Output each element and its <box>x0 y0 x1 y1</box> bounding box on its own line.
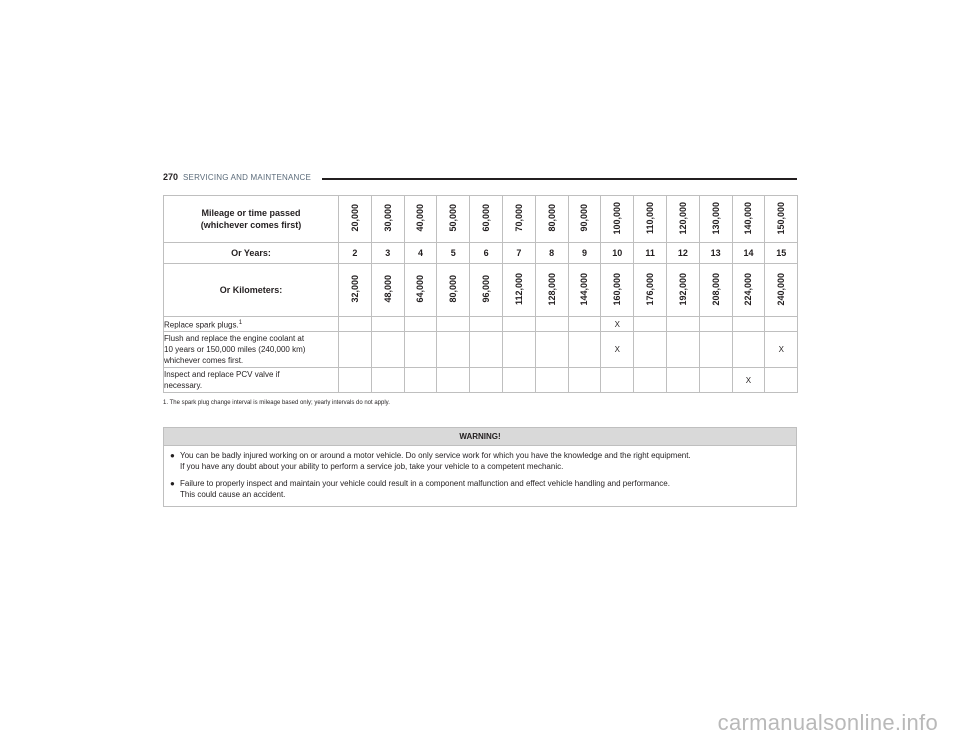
km-value: 96,000 <box>481 275 492 303</box>
schedule-mark <box>634 368 667 393</box>
schedule-mark <box>568 317 601 332</box>
task-description <box>164 317 339 332</box>
schedule-mark <box>699 317 732 332</box>
warning-line: Failure to properly inspect and maintain your vehicle could result in a component malfunction and effect vehicle handling and performance. <box>180 479 670 488</box>
km-cell <box>470 264 503 317</box>
mileage-cell <box>404 196 437 243</box>
mileage-value: 70,000 <box>513 204 524 232</box>
warning-list <box>164 446 796 506</box>
km-cell <box>634 264 667 317</box>
mileage-cell <box>437 196 470 243</box>
schedule-mark <box>634 317 667 332</box>
schedule-mark <box>535 317 568 332</box>
km-value: 64,000 <box>415 275 426 303</box>
years-label: Or Years: <box>164 243 339 264</box>
bullet-icon: ● <box>170 451 175 460</box>
mileage-value: 100,000 <box>612 201 623 235</box>
mileage-cell <box>765 196 798 243</box>
schedule-mark <box>601 368 634 393</box>
schedule-mark <box>535 368 568 393</box>
warning-box <box>163 427 797 507</box>
mileage-cell <box>601 196 634 243</box>
km-cell <box>535 264 568 317</box>
km-value: 128,000 <box>546 272 557 306</box>
mileage-label-line1: Mileage or time passed <box>201 208 301 218</box>
schedule-mark <box>535 332 568 368</box>
mileage-label-line2: (whichever comes first) <box>200 220 302 230</box>
year-value: 9 <box>568 243 601 264</box>
km-cell <box>339 264 372 317</box>
bullet-icon: ● <box>170 479 175 488</box>
schedule-mark <box>765 368 798 393</box>
year-value: 6 <box>470 243 503 264</box>
km-value: 224,000 <box>743 272 754 306</box>
year-value: 8 <box>535 243 568 264</box>
schedule-mark: X <box>732 368 765 393</box>
year-value: 15 <box>765 243 798 264</box>
km-value: 192,000 <box>677 272 688 306</box>
schedule-mark <box>371 332 404 368</box>
km-cell <box>765 264 798 317</box>
warning-text <box>180 478 790 500</box>
mileage-label <box>164 196 339 243</box>
km-value: 176,000 <box>645 272 656 306</box>
schedule-mark <box>339 332 372 368</box>
schedule-mark <box>371 368 404 393</box>
schedule-mark <box>437 368 470 393</box>
year-value: 4 <box>404 243 437 264</box>
kilometers-header-row <box>164 264 798 317</box>
km-cell <box>404 264 437 317</box>
schedule-mark <box>339 368 372 393</box>
mileage-value: 150,000 <box>776 201 787 235</box>
schedule-mark <box>732 317 765 332</box>
schedule-mark <box>404 332 437 368</box>
schedule-mark <box>437 317 470 332</box>
task-text: Inspect and replace PCV valve if <box>164 370 280 379</box>
km-value: 240,000 <box>776 272 787 306</box>
page-header <box>163 172 797 186</box>
schedule-mark <box>568 332 601 368</box>
mileage-cell <box>502 196 535 243</box>
warning-line: You can be badly injured working on or around a motor vehicle. Do only service work for which you have the knowledge and the right equipment. <box>180 451 691 460</box>
mileage-cell <box>339 196 372 243</box>
task-text: 10 years or 150,000 miles (240,000 km) <box>164 345 306 354</box>
km-value: 112,000 <box>513 272 524 306</box>
task-text: Flush and replace the engine coolant at <box>164 334 305 343</box>
schedule-mark <box>502 368 535 393</box>
schedule-mark <box>634 332 667 368</box>
task-text: whichever comes first. <box>164 356 244 365</box>
warning-line: If you have any doubt about your ability to perform a service job, take your vehicle to a competent mechanic. <box>180 462 564 471</box>
schedule-mark: X <box>601 332 634 368</box>
page-number: 270 <box>163 172 179 182</box>
km-cell <box>732 264 765 317</box>
mileage-cell <box>634 196 667 243</box>
watermark: carmanualsonline.info <box>717 710 938 735</box>
mileage-cell <box>535 196 568 243</box>
schedule-mark <box>699 332 732 368</box>
mileage-cell <box>371 196 404 243</box>
mileage-value: 80,000 <box>546 204 557 232</box>
km-cell <box>502 264 535 317</box>
schedule-mark <box>699 368 732 393</box>
table-row <box>164 368 798 393</box>
warning-item <box>170 450 790 472</box>
task-text: Replace spark plugs. <box>164 320 239 330</box>
mileage-cell <box>568 196 601 243</box>
schedule-mark <box>732 332 765 368</box>
mileage-value: 90,000 <box>579 204 590 232</box>
km-value: 80,000 <box>448 275 459 303</box>
schedule-mark <box>404 317 437 332</box>
mileage-value: 140,000 <box>743 201 754 235</box>
schedule-mark <box>470 368 503 393</box>
maintenance-schedule-table <box>163 195 798 393</box>
mileage-value: 130,000 <box>710 201 721 235</box>
year-value: 13 <box>699 243 732 264</box>
mileage-value: 50,000 <box>448 204 459 232</box>
year-value: 12 <box>666 243 699 264</box>
years-header-row <box>164 243 798 264</box>
mileage-header-row <box>164 196 798 243</box>
schedule-mark <box>666 332 699 368</box>
mileage-cell <box>699 196 732 243</box>
mileage-cell <box>666 196 699 243</box>
year-value: 14 <box>732 243 765 264</box>
year-value: 11 <box>634 243 667 264</box>
task-description <box>164 332 339 368</box>
schedule-mark: X <box>765 332 798 368</box>
schedule-mark <box>470 317 503 332</box>
km-cell <box>699 264 732 317</box>
footnote-ref: 1 <box>238 319 243 326</box>
schedule-mark <box>666 317 699 332</box>
schedule-mark <box>568 368 601 393</box>
section-title: SERVICING AND MAINTENANCE <box>183 173 311 182</box>
year-value: 5 <box>437 243 470 264</box>
mileage-value: 110,000 <box>645 201 656 235</box>
mileage-cell <box>470 196 503 243</box>
km-cell <box>568 264 601 317</box>
table-footnote: 1. The spark plug change interval is mileage based only; yearly intervals do not apply. <box>163 400 390 406</box>
schedule-mark <box>404 368 437 393</box>
year-value: 10 <box>601 243 634 264</box>
mileage-value: 20,000 <box>349 204 360 232</box>
task-text: necessary. <box>164 381 203 390</box>
schedule-mark <box>666 368 699 393</box>
schedule-mark <box>371 317 404 332</box>
schedule-mark <box>437 332 470 368</box>
km-cell <box>601 264 634 317</box>
header-rule <box>322 178 797 180</box>
warning-line: This could cause an accident. <box>180 490 286 499</box>
km-value: 48,000 <box>382 275 393 303</box>
year-value: 7 <box>502 243 535 264</box>
warning-item <box>170 478 790 500</box>
table-row <box>164 317 798 332</box>
schedule-mark <box>502 317 535 332</box>
year-value: 3 <box>371 243 404 264</box>
km-cell <box>371 264 404 317</box>
km-value: 208,000 <box>710 272 721 306</box>
table-row <box>164 332 798 368</box>
schedule-mark <box>502 332 535 368</box>
mileage-value: 30,000 <box>382 204 393 232</box>
mileage-value: 60,000 <box>481 204 492 232</box>
km-value: 160,000 <box>612 272 623 306</box>
km-cell <box>666 264 699 317</box>
schedule-mark <box>339 317 372 332</box>
warning-title: WARNING! <box>164 428 796 446</box>
warning-text <box>180 450 790 472</box>
mileage-cell <box>732 196 765 243</box>
schedule-mark <box>765 317 798 332</box>
km-value: 32,000 <box>349 275 360 303</box>
year-value: 2 <box>339 243 372 264</box>
schedule-mark <box>470 332 503 368</box>
task-description <box>164 368 339 393</box>
kilometers-label: Or Kilometers: <box>164 264 339 317</box>
mileage-value: 120,000 <box>677 201 688 235</box>
km-cell <box>437 264 470 317</box>
mileage-value: 40,000 <box>415 204 426 232</box>
km-value: 144,000 <box>579 272 590 306</box>
schedule-mark: X <box>601 317 634 332</box>
